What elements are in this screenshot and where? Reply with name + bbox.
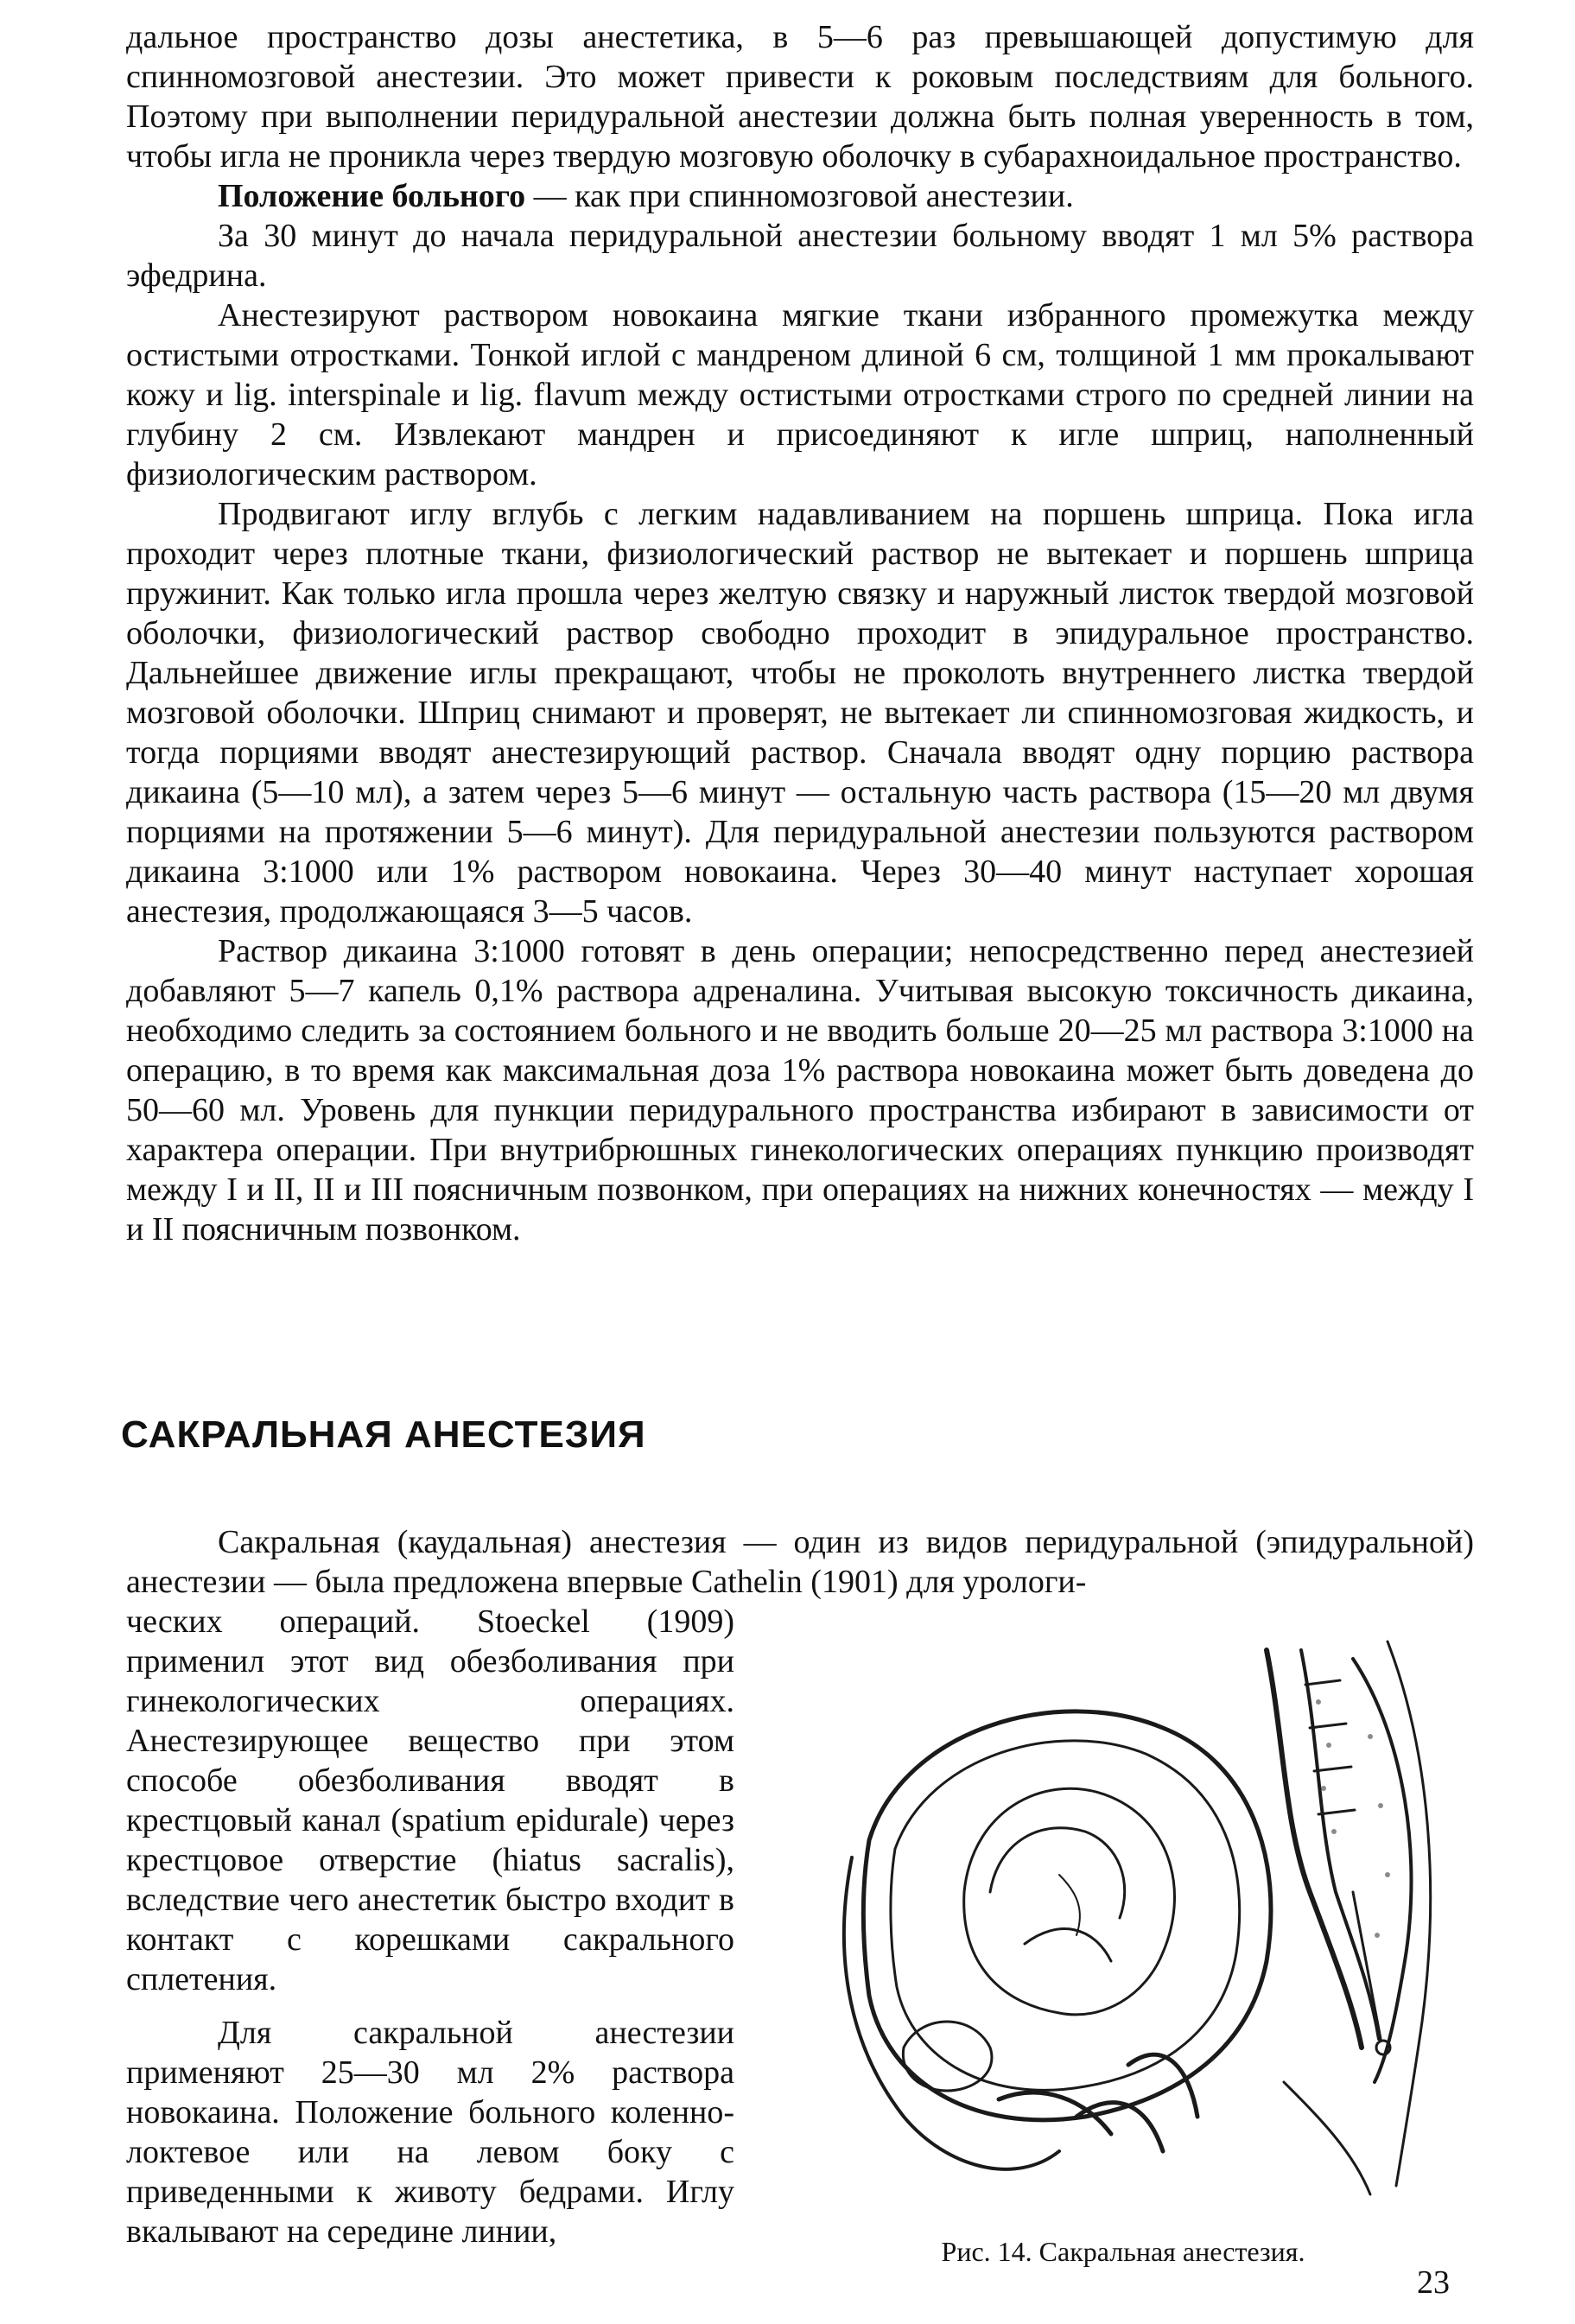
fetus-limb (1025, 1929, 1111, 1961)
abdomen-outline (844, 1857, 1059, 2169)
paragraph-anesthetize: Анестезируют раствором новокаина мягкие ткани избранного промежутка между остистыми отростками. Тонкой иглой с мандреном длиной 6 см, толщиной 1 мм прокалывают кожу и lig. interspinale и lig. flavum между остистыми отростками строго по средней линии на глубину 2 см. Извлекают мандрен и присоединяют к игле шприц, наполненный физиологическим раствором. (126, 297, 1474, 492)
uterus-outer-wall (863, 1711, 1271, 2120)
spine-texture-dots (1316, 1699, 1390, 1938)
sacrum-outline (1353, 1659, 1412, 2082)
paragraph-needle-advance: Продвигают иглу вглубь с легким надавливанием на поршень шприца. Пока игла проходит через плотные ткани, физиологический раствор не вытекает и поршень шприца пружинит. Как только игла прошла через желтую связку и наружный листок твердой мозговой оболочки, физиологический раствор свободно проходит в эпидуральное пространство. Дальнейшее движение иглы прекращают, чтобы не проколоть внутреннего листка твердой мозговой оболочки. Шприц снимают и проверят, не вытекает ли спинномозговая жидкость, и тогда порциями вводят анестезирующий раствор. Сначала вводят одну порцию раствора дикаина (5—10 мл), а затем через 5—6 минут — остальную часть раствора (15—20 мл двумя порциями на протяжении 5—6 минут). Для перидуральной анестезии пользуются раствором дикаина 3:1000 или 1% раствором новокаина. Через 30—40 минут наступает хорошая анестезия, продолжающаяся 3—5 часов. (126, 496, 1474, 930)
section-heading: САКРАЛЬНАЯ АНЕСТЕЗИЯ (121, 1413, 646, 1456)
anatomical-figure (800, 1633, 1439, 2203)
fetus-head (990, 1828, 1125, 1918)
spinal-column (1267, 1650, 1362, 2048)
paragraph-rest-text: — как при спинномозговой анестезии. (525, 178, 1074, 214)
bold-lead-text: Положение больного (218, 178, 526, 214)
pelvic-floor-3 (1128, 2054, 1197, 2117)
needle-shaft (1353, 1892, 1381, 2039)
fetus-outline (964, 1788, 1175, 2015)
vertebra-mark-2 (1310, 1724, 1346, 1728)
uterus-inner-wall (891, 1741, 1240, 2091)
paragraph-patient-position (126, 176, 1474, 216)
buttock-contour (1284, 2082, 1370, 2194)
top-text-block (126, 17, 1474, 1249)
sacral-intro-block (126, 1522, 1474, 1602)
fetus-limb-2 (1059, 1875, 1080, 1935)
figure-caption: Рис. 14. Сакральная анестезия. (941, 2236, 1305, 2267)
paragraph-gap (126, 1999, 734, 2013)
paragraph-column-1: ческих операций. Stoeckel (1909) применил этот вид обезболивания при гинекологических операциях. Анестезирующее вещество при этом способе обезболивания вводят в крестцовый канал (spatium epidurale) через крестцовое отверстие (hiatus sacralis), вследствие чего анестетик быстро входит в контакт с корешками сакрального сплетения. (126, 1603, 734, 1997)
paragraph-ephedrine: За 30 минут до начала перидуральной анестезии больному вводят 1 мл 5% раствора эфедрина. (126, 218, 1474, 294)
vertebra-mark-1 (1305, 1680, 1340, 1685)
paragraph-sacral-intro: Сакральная (каудальная) анестезия — один из видов перидуральной (эпидуральной) анестезии — была предложена впервые Cathelin (1901) для урологи- (126, 1524, 1474, 1600)
pelvic-floor (999, 2092, 1111, 2134)
left-column-text (126, 1602, 734, 2251)
vertebra-mark-3 (1314, 1767, 1351, 1771)
paragraph-dicaine: Раствор дикаина 3:1000 готовят в день операции; непосредственно перед анестезией добавляют 5—7 капель 0,1% раствора адреналина. Учитывая высокую токсичность дикаина, необходимо следить за состоянием больного и не вводить больше 20—25 мл раствора 3:1000 на операцию, в то время как максимальная доза 1% раствора новокаина может быть доведена до 50—60 мл. Уровень для пункции перидурального пространства избирают в зависимости от характера операции. При внутрибрюшных гинекологических операциях пункцию производят между I и II, II и III поясничным позвонком, при операциях на нижних конечностях — между I и II поясничным позвонком. (126, 933, 1474, 1248)
sacral-anesthesia-illustration (800, 1633, 1439, 2203)
bladder-outline (903, 2022, 992, 2091)
paragraph-continuation: дальное пространство дозы анестетика, в 5—6 раз превышающей допустимую для спинномозговой анестезии. Это может привести к роковым последствиям для больного. Поэтому при выполнении перидуральной анестезии должна быть полная уверенность в том, чтобы игла не проникла через твердую мозговую оболочку в субарахноидальное пространство. (126, 19, 1474, 175)
paragraph-column-2: Для сакральной анестезии применяют 25—30 мл 2% раствора новокаина. Положение больного коленно-локтевое или на левом боку с приведенными к животу бедрами. Иглу вкалывают на середине линии, (126, 2015, 734, 2250)
page-number: 23 (1417, 2264, 1450, 2301)
